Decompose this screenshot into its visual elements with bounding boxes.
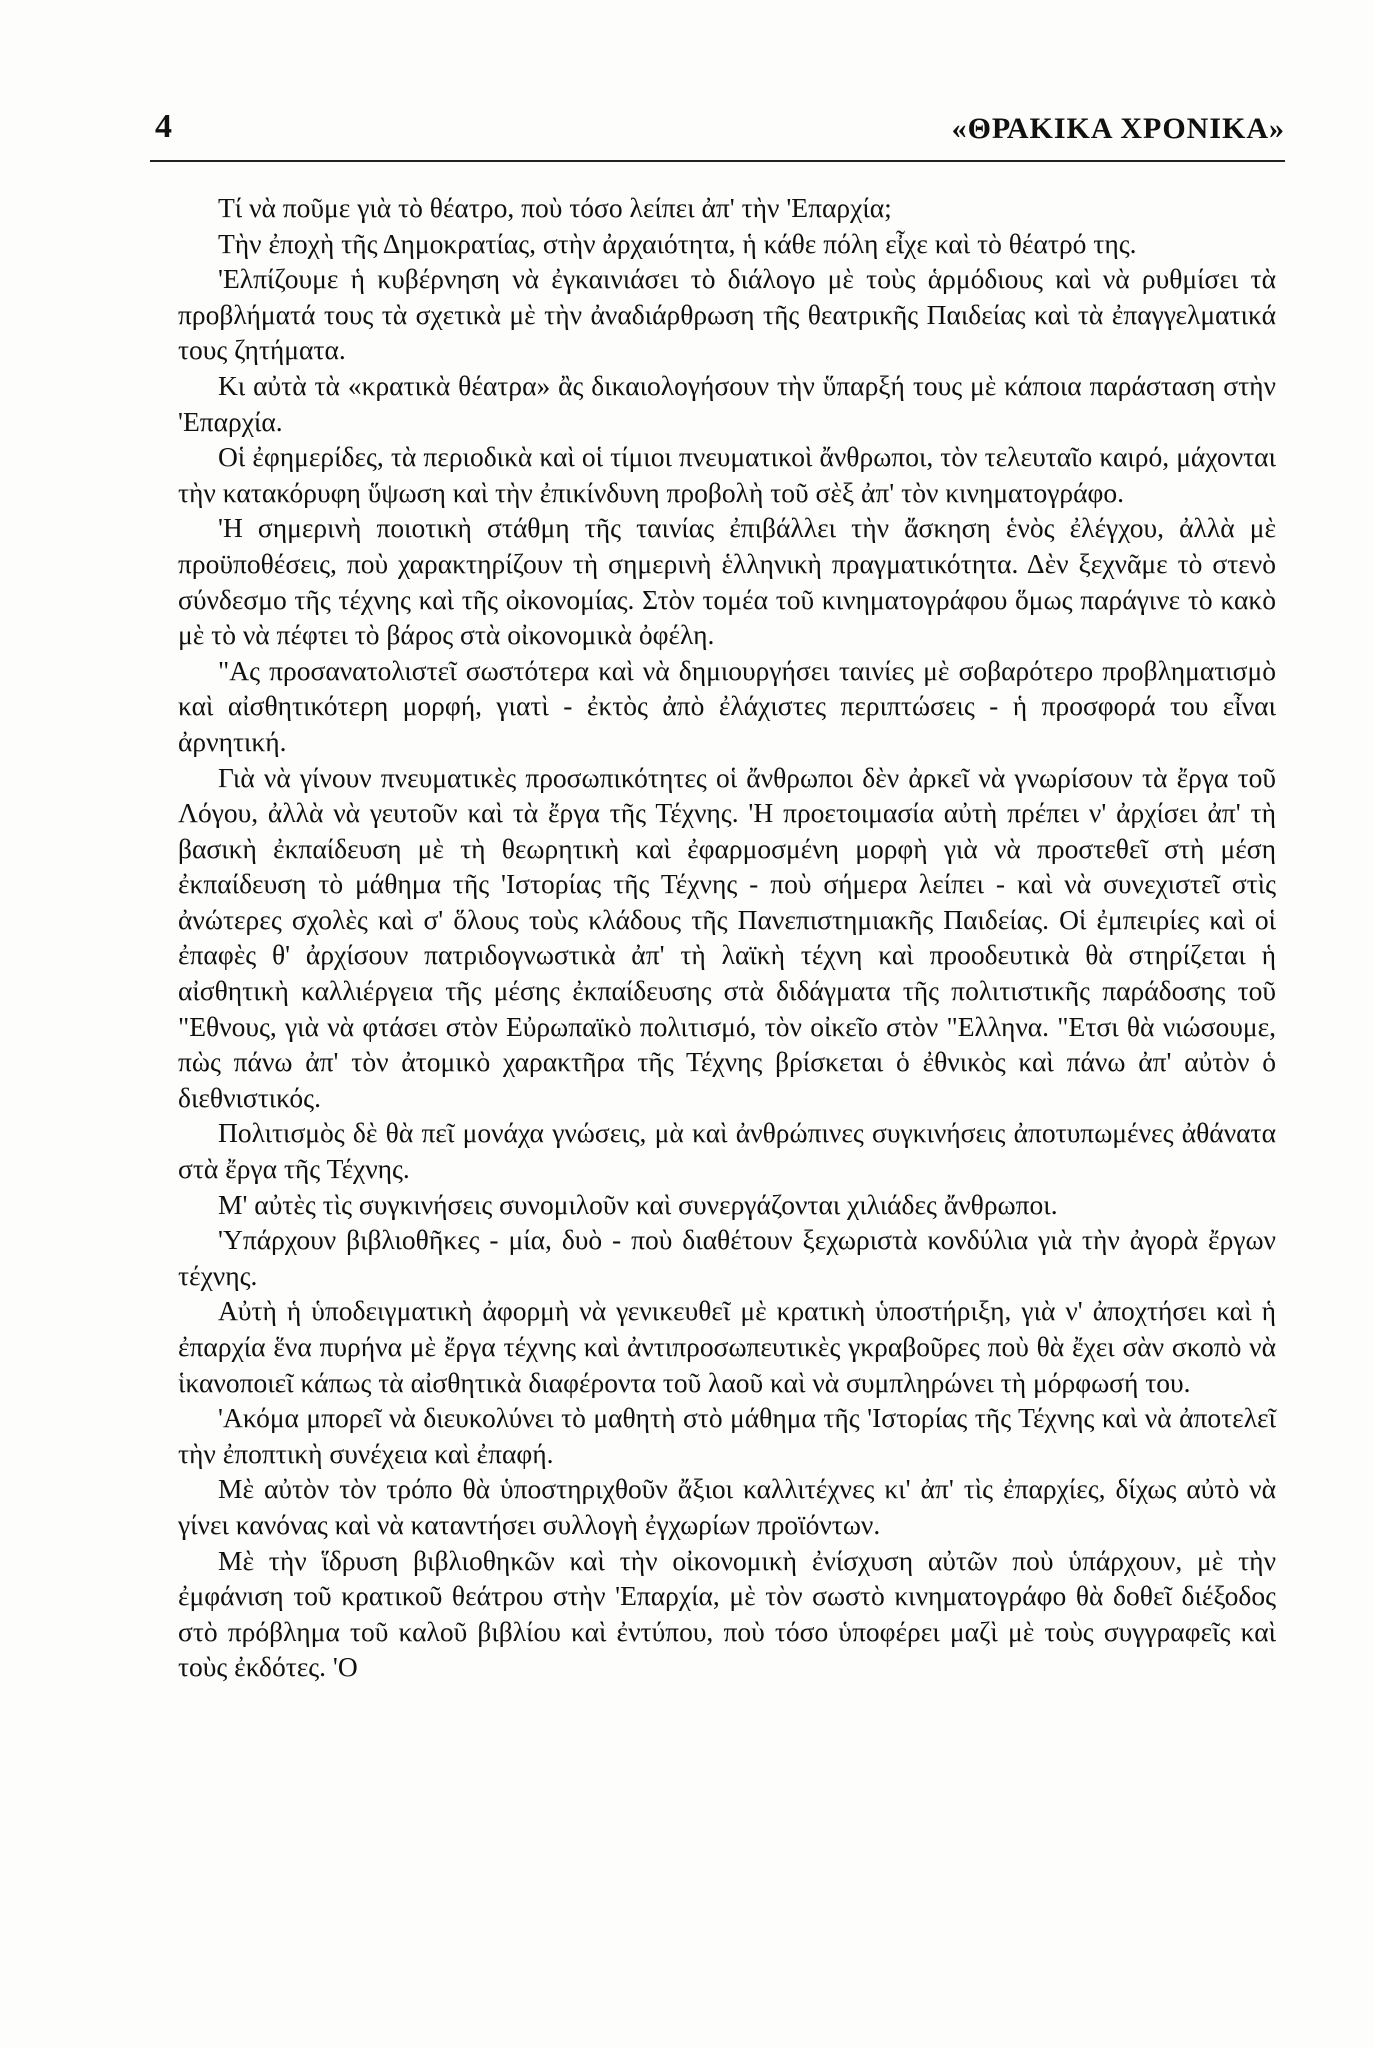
page-number: 4 <box>155 108 172 145</box>
paragraph: Τί νὰ ποῦμε γιὰ τὸ θέατρο, ποὺ τόσο λείπει ἀπ' τὴν 'Επαρχία; <box>218 192 892 223</box>
paragraph: 'Ελπίζουμε ἡ κυβέρνηση νὰ ἐγκαινιάσει τὸ διάλογο μὲ τοὺς ἁρμόδιους καὶ νὰ ρυθμίσει τὰ προβλήματά τους τὰ σχετικὰ μὲ τὴν ἀναδιάρθρωση τῆς θεατρικῆς Παιδείας καὶ τὰ ἐπαγγελματικά τους ζητήματα. <box>178 263 1276 366</box>
paragraph: 'Η σημερινὴ ποιοτικὴ στάθμη τῆς ταινίας ἐπιβάλλει τὴν ἄσκηση ἑνὸς ἐλέγχου, ἀλλὰ μὲ προϋποθέσεις, ποὺ χαρακτηρίζουν τὴ σημερινὴ ἑλληνικὴ πραγματικότητα. Δὲν ξεχνᾶμε τὸ στενὸ σύνδεσμο τῆς τέχνης καὶ τῆς οἰκονομίας. Στὸν τομέα τοῦ κινηματογράφου ὅμως παράγινε τὸ κακὸ μὲ τὸ νὰ πέφτει τὸ βάρος στὰ οἰκονομικὰ ὀφέλη. <box>178 512 1276 651</box>
paragraph: Οἱ ἐφημερίδες, τὰ περιοδικὰ καὶ οἱ τίμιοι πνευματικοὶ ἄνθρωποι, τὸν τελευταῖο καιρό, μάχονται τὴν κατακόρυφη ὕψωση καὶ τὴν ἐπικίνδυνη προβολὴ τοῦ σὲξ ἀπ' τὸν κινηματογράφο. <box>178 441 1276 508</box>
paragraph: 'Υπάρχουν βιβλιοθῆκες - μία, δυὸ - ποὺ διαθέτουν ξεχωριστὰ κονδύλια γιὰ τὴν ἀγορὰ ἔργων τέχνης. <box>178 1224 1276 1291</box>
paragraph: Τὴν ἐποχὴ τῆς Δημοκρατίας, στὴν ἀρχαιότητα, ἡ κάθε πόλη εἶχε καὶ τὸ θέατρό της. <box>218 227 1137 259</box>
paragraph: Μ' αὐτὲς τὶς συγκινήσεις συνομιλοῦν καὶ συνεργάζονται χιλιάδες ἄνθρωποι. <box>218 1188 1058 1220</box>
paragraph: Μὲ αὐτὸν τὸν τρόπο θὰ ὑποστηριχθοῦν ἄξιοι καλλιτέχνες κι' ἀπ' τὶς ἐπαρχίες, δίχως αὐτὸ νὰ γίνει κανόνας καὶ νὰ καταντήσει συλλογὴ ἐγχωρίων προϊόντων. <box>178 1473 1276 1540</box>
paragraph: Μὲ τὴν ἵδρυση βιβλιοθηκῶν καὶ τὴν οἰκονομικὴ ἐνίσχυση αὐτῶν ποὺ ὑπάρχουν, μὲ τὴν ἐμφάνιση τοῦ κρατικοῦ θεάτρου στὴν 'Επαρχία, μὲ τὸν σωστὸ κινηματογράφο θὰ δοθεῖ διέξοδος στὸ πρόβλημα τοῦ καλοῦ βιβλίου καὶ ἐντύπου, ποὺ τόσο ὑποφέρει μαζὶ μὲ τοὺς συγγραφεῖς καὶ τοὺς ἐκδότες. 'Ο <box>178 1544 1276 1683</box>
article-body <box>178 190 1276 1685</box>
paragraph: "Ας προσανατολιστεῖ σωστότερα καὶ νὰ δημιουργήσει ταινίες μὲ σοβαρότερο προβληματισμὸ καὶ αἰσθητικότερη μορφή, γιατὶ - ἐκτὸς ἀπὸ ἐλάχιστες περιπτώσεις - ἡ προσφορά του εἶναι ἀρνητική. <box>178 654 1276 757</box>
paragraph: Γιὰ νὰ γίνουν πνευματικὲς προσωπικότητες οἱ ἄνθρωποι δὲν ἀρκεῖ νὰ γνωρίσουν τὰ ἔργα τοῦ Λόγου, ἀλλὰ νὰ γευτοῦν καὶ τὰ ἔργα τῆς Τέχνης. 'Η προετοιμασία αὐτὴ πρέπει ν' ἀρχίσει ἀπ' τὴ βασικὴ ἐκπαίδευση μὲ τὴ θεωρητικὴ καὶ ἐφαρμοσμένη μορφὴ γιὰ νὰ προστεθεῖ στὴ μέση ἐκπαίδευση τὸ μάθημα τῆς 'Ιστορίας τῆς Τέχνης - ποὺ σήμερα λείπει - καὶ νὰ συνεχιστεῖ στὶς ἀνώτερες σχολὲς καὶ σ' ὅλους τοὺς κλάδους τῆς Πανεπιστημιακῆς Παιδείας. Οἱ ἐμπειρίες καὶ οἱ ἐπαφὲς θ' ἀρχίσουν πατριδογνωστικὰ ἀπ' τὴ λαϊκὴ τέχνη καὶ προοδευτικὰ θὰ στηρίζεται ἡ αἰσθητικὴ καλλιέργεια τῆς μέσης ἐκπαίδευσης στὰ διδάγματα τῆς πολιτιστικῆς παράδοσης τοῦ "Εθνους, γιὰ νὰ φτάσει στὸν Εὐρωπαϊκὸ πολιτισμό, τὸν οἰκεῖο στὸν "Ελληνα. "Ετσι θὰ νιώσουμε, πὼς πάνω ἀπ' τὸν ἀτομικὸ χαρακτῆρα τῆς Τέχνης βρίσκεται ὁ ἐθνικὸς καὶ πάνω ἀπ' αὐτὸν ὁ διεθνιστικός. <box>178 761 1276 1113</box>
paragraph: Αὐτὴ ἡ ὑποδειγματικὴ ἀφορμὴ νὰ γενικευθεῖ μὲ κρατικὴ ὑποστήριξη, γιὰ ν' ἀποχτήσει καὶ ἡ ἐπαρχία ἕνα πυρήνα μὲ ἔργα τέχνης καὶ ἀντιπροσωπευτικὲς γκραβοῦρες ποὺ θὰ ἔχει σὰν σκοπὸ νὰ ἱκανοποιεῖ κάπως τὰ αἰσθητικὰ διαφέροντα τοῦ λαοῦ καὶ νὰ συμπληρώνει τὴ μόρφωσή του. <box>178 1295 1276 1398</box>
paragraph: Πολιτισμὸς δὲ θὰ πεῖ μονάχα γνώσεις, μὰ καὶ ἀνθρώπινες συγκινήσεις ἀποτυπωμένες ἀθάνατα στὰ ἔργα τῆς Τέχνης. <box>178 1117 1276 1185</box>
running-title: «ΘΡΑΚΙΚΑ ΧΡΟΝΙΚΑ» <box>951 112 1285 145</box>
page-header <box>155 108 1285 148</box>
header-divider <box>150 160 1285 162</box>
paragraph: 'Ακόμα μπορεῖ νὰ διευκολύνει τὸ μαθητὴ στὸ μάθημα τῆς 'Ιστορίας τῆς Τέχνης καὶ νὰ ἀποτελεῖ τὴν ἐποπτικὴ συνέχεια καὶ ἐπαφή. <box>178 1402 1276 1469</box>
paragraph: Κι αὐτὰ τὰ «κρατικὰ θέατρα» ἂς δικαιολογήσουν τὴν ὕπαρξή τους μὲ κάποια παράσταση στὴν 'Επαρχία. <box>178 369 1276 437</box>
